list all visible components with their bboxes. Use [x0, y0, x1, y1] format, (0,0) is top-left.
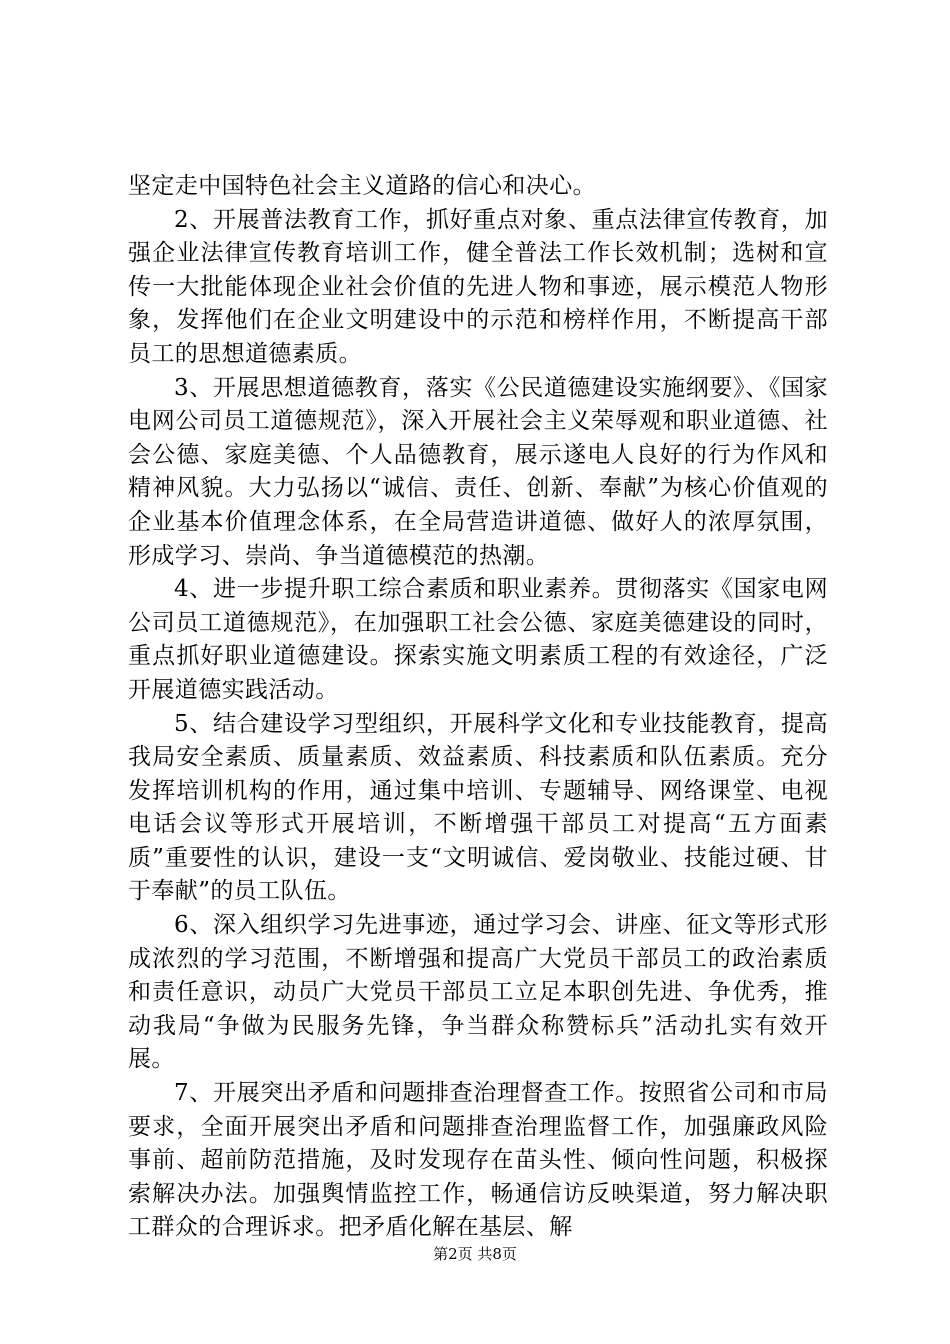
- paragraph-item-7: 7、开展突出矛盾和问题排查治理督查工作。按照省公司和市局要求，全面开展突出矛盾和问题排查治理监督工作，加强廉政风险事前、超前防范措施，及时发现存在苗头性、倾向性问题，积极探索解决办法。加强舆情监控工作，畅通信访反映渠道，努力解决职工群众的合理诉求。把矛盾化解在基层、解: [128, 1080, 828, 1241]
- paragraph-item-5: 5、结合建设学习型组织，开展科学文化和专业技能教育，提高我局安全素质、质量素质、效益素质、科技素质和队伍素质。充分发挥培训机构的作用，通过集中培训、专题辅导、网络课堂、电视电话会议等形式开展培训，不断增强干部员工对提高“五方面素质”重要性的认识，建设一支“文明诚信、爱岗敬业、技能过硬、甘于奉献”的员工队伍。: [128, 710, 828, 905]
- paragraph-item-4: 4、进一步提升职工综合素质和职业素养。贯彻落实《国家电网公司员工道德规范》，在加强职工社会公德、家庭美德建设的同时，重点抓好职业道德建设。探索实施文明素质工程的有效途径，广泛开展道德实践活动。: [128, 576, 828, 703]
- paragraph-item-2: 2、开展普法教育工作，抓好重点对象、重点法律宣传教育，加强企业法律宣传教育培训工作，健全普法工作长效机制；选树和宣传一大批能体现企业社会价值的先进人物和事迹，展示模范人物形象，发挥他们在企业文明建设中的示范和榜样作用，不断提高干部员工的思想道德素质。: [128, 206, 828, 367]
- document-body: [128, 170, 828, 1245]
- paragraph-continuation: 坚定走中国特色社会主义道路的信心和决心。: [128, 173, 596, 199]
- paragraph-item-3: 3、开展思想道德教育，落实《公民道德建设实施纲要》、《国家电网公司员工道德规范》，深入开展社会主义荣辱观和职业道德、社会公德、家庭美德、个人品德教育，展示遂电人良好的行为作风和精神风貌。大力弘扬以“诚信、责任、创新、奉献”为核心价值观的企业基本价值理念体系，在全局营造讲道德、做好人的浓厚氛围，形成学习、崇尚、争当道德模范的热潮。: [128, 374, 828, 569]
- paragraph-item-6: 6、深入组织学习先进事迹，通过学习会、讲座、征文等形式形成浓烈的学习范围，不断增强和提高广大党员干部员工的政治素质和责任意识，动员广大党员干部员工立足本职创先进、争优秀，推动我局“争做为民服务先锋，争当群众称赞标兵”活动扎实有效开展。: [128, 912, 828, 1073]
- page-number-footer: 第2页 共8页: [433, 1245, 517, 1263]
